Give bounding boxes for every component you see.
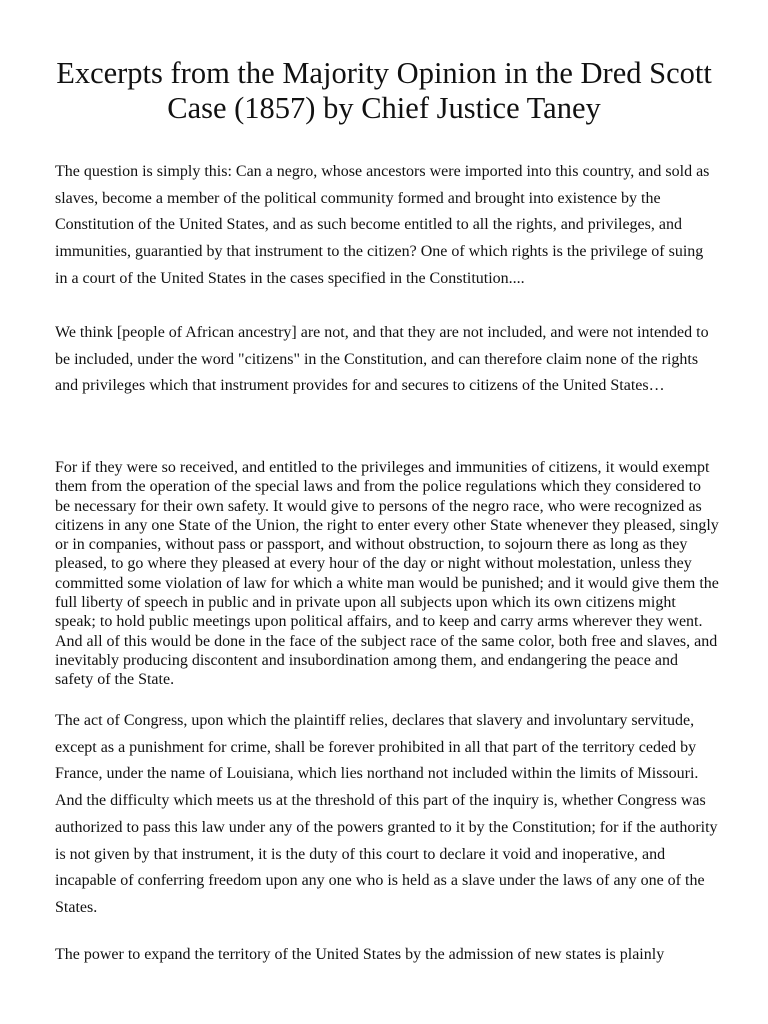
paragraph-citizenship-question: The question is simply this: Can a negro, whose ancestors were imported into this country, and sold as slaves, become a member of the political community formed and brought into existence by the Constitution of the United States, and as such become entitled to all the rights, and privileges, and immunities, guarantied by that instrument to the citizen? One of which rights is the privilege of suing in a court of the United States in the cases specified in the Constitution.... [55, 163, 710, 287]
paragraph-privileges-and-immunities: For if they were so received, and entitled to the privileges and immunities of citizens, it would exempt them from the operation of the special laws and from the police regulations which they considered to be necessary for their own safety. It would give to persons of the negro race, who were recognized as citizens in any one State of the Union, the right to enter every other State whenever they pleased, singly or in companies, without pass or passport, and without obstruction, to sojourn there as long as they pleased, to go where they pleased at every hour of the day or night without molestation, unless they committed some violation of law for which a white man would be punished; and it would give them the full liberty of speech in public and in private upon all subjects upon which its own citizens might speak; to hold public meetings upon political affairs, and to keep and carry arms wherever they went. And all of this would be done in the face of the subject race of the same color, both free and slaves, and inevitably producing discontent and insubordination among them, and endangering the peace and safety of the State. [55, 459, 719, 689]
paragraph-citizens-definition: We think [people of African ancestry] are not, and that they are not included, and were not intended to be included, under the word "citizens" in the Constitution, and can therefore claim none of the rights and privileges which that instrument provides for and secures to citizens of the United States… [55, 324, 709, 395]
page-title: Excerpts from the Majority Opinion in the Dred Scott Case (1857) by Chief Justice Taney [56, 56, 712, 125]
paragraph-act-of-congress: The act of Congress, upon which the plaintiff relies, declares that slavery and involuntary servitude, except as a punishment for crime, shall be forever prohibited in all that part of the territory ceded by France, under the name of Louisiana, which lies northand not included within the limits of Missouri. And the difficulty which meets us at the threshold of this part of the inquiry is, whether Congress was authorized to pass this law under any of the powers granted to it by the Constitution; for if the authority is not given by that instrument, it is the duty of this court to declare it void and inoperative, and incapable of conferring freedom upon any one who is held as a slave under the laws of any one of the States. [55, 712, 718, 916]
paragraph-power-to-expand: The power to expand the territory of the United States by the admission of new states is plainly [55, 946, 665, 963]
